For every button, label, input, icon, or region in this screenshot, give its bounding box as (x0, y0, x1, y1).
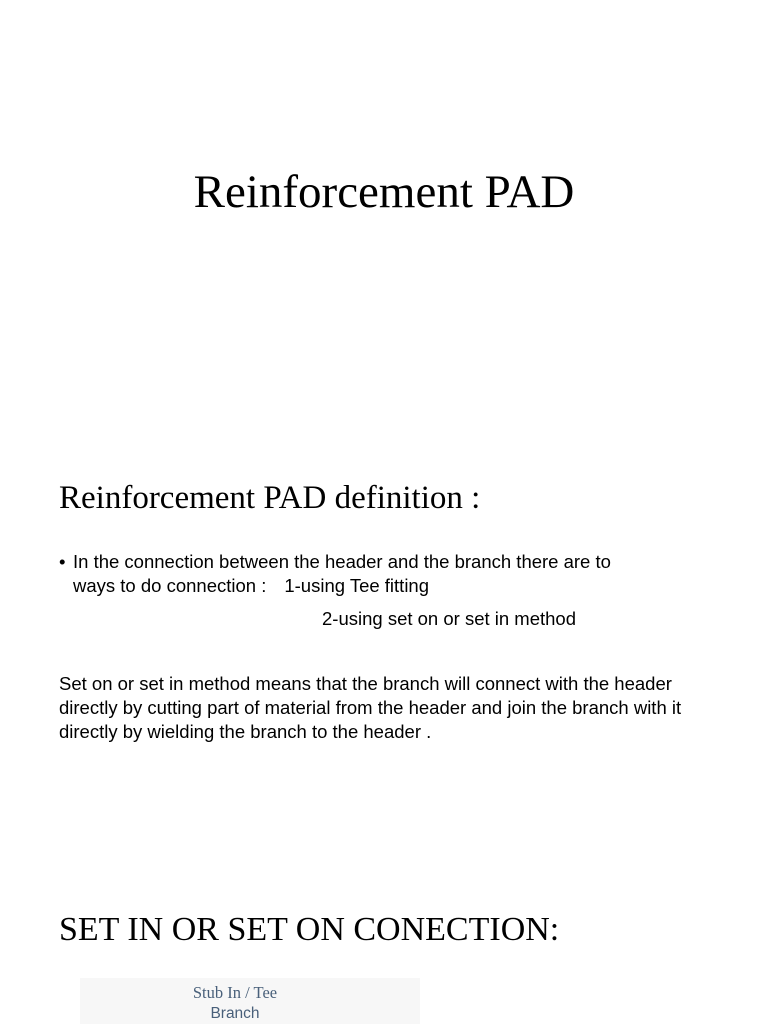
bullet-line-1: In the connection between the header and the branch there are to (73, 551, 611, 572)
definition-bullet (59, 550, 749, 631)
definition-heading: Reinforcement PAD definition : (59, 480, 481, 516)
figure-label-stub-in-tee: Stub In / Tee (192, 983, 278, 1002)
page-title: Reinforcement PAD (193, 166, 575, 218)
stub-in-tee-figure (80, 978, 420, 1024)
bullet-line-2 (73, 574, 749, 598)
bullet-dot-icon: • (59, 551, 66, 572)
connection-heading: SET IN OR SET ON CONECTION: (59, 911, 560, 948)
bullet-item (59, 550, 749, 631)
figure-label-branch: Branch (210, 1005, 260, 1022)
definition-paragraph: Set on or set in method means that the branch will connect with the header directly by cutting part of material from the header and join the branch with it directly by wielding the branch to the header . (59, 673, 682, 742)
option-tee-fitting: 1-using Tee fitting (284, 575, 430, 596)
option-set-on-set-in: 2-using set on or set in method (322, 608, 577, 629)
bullet-line-2-prefix: ways to do connection : (73, 575, 267, 596)
